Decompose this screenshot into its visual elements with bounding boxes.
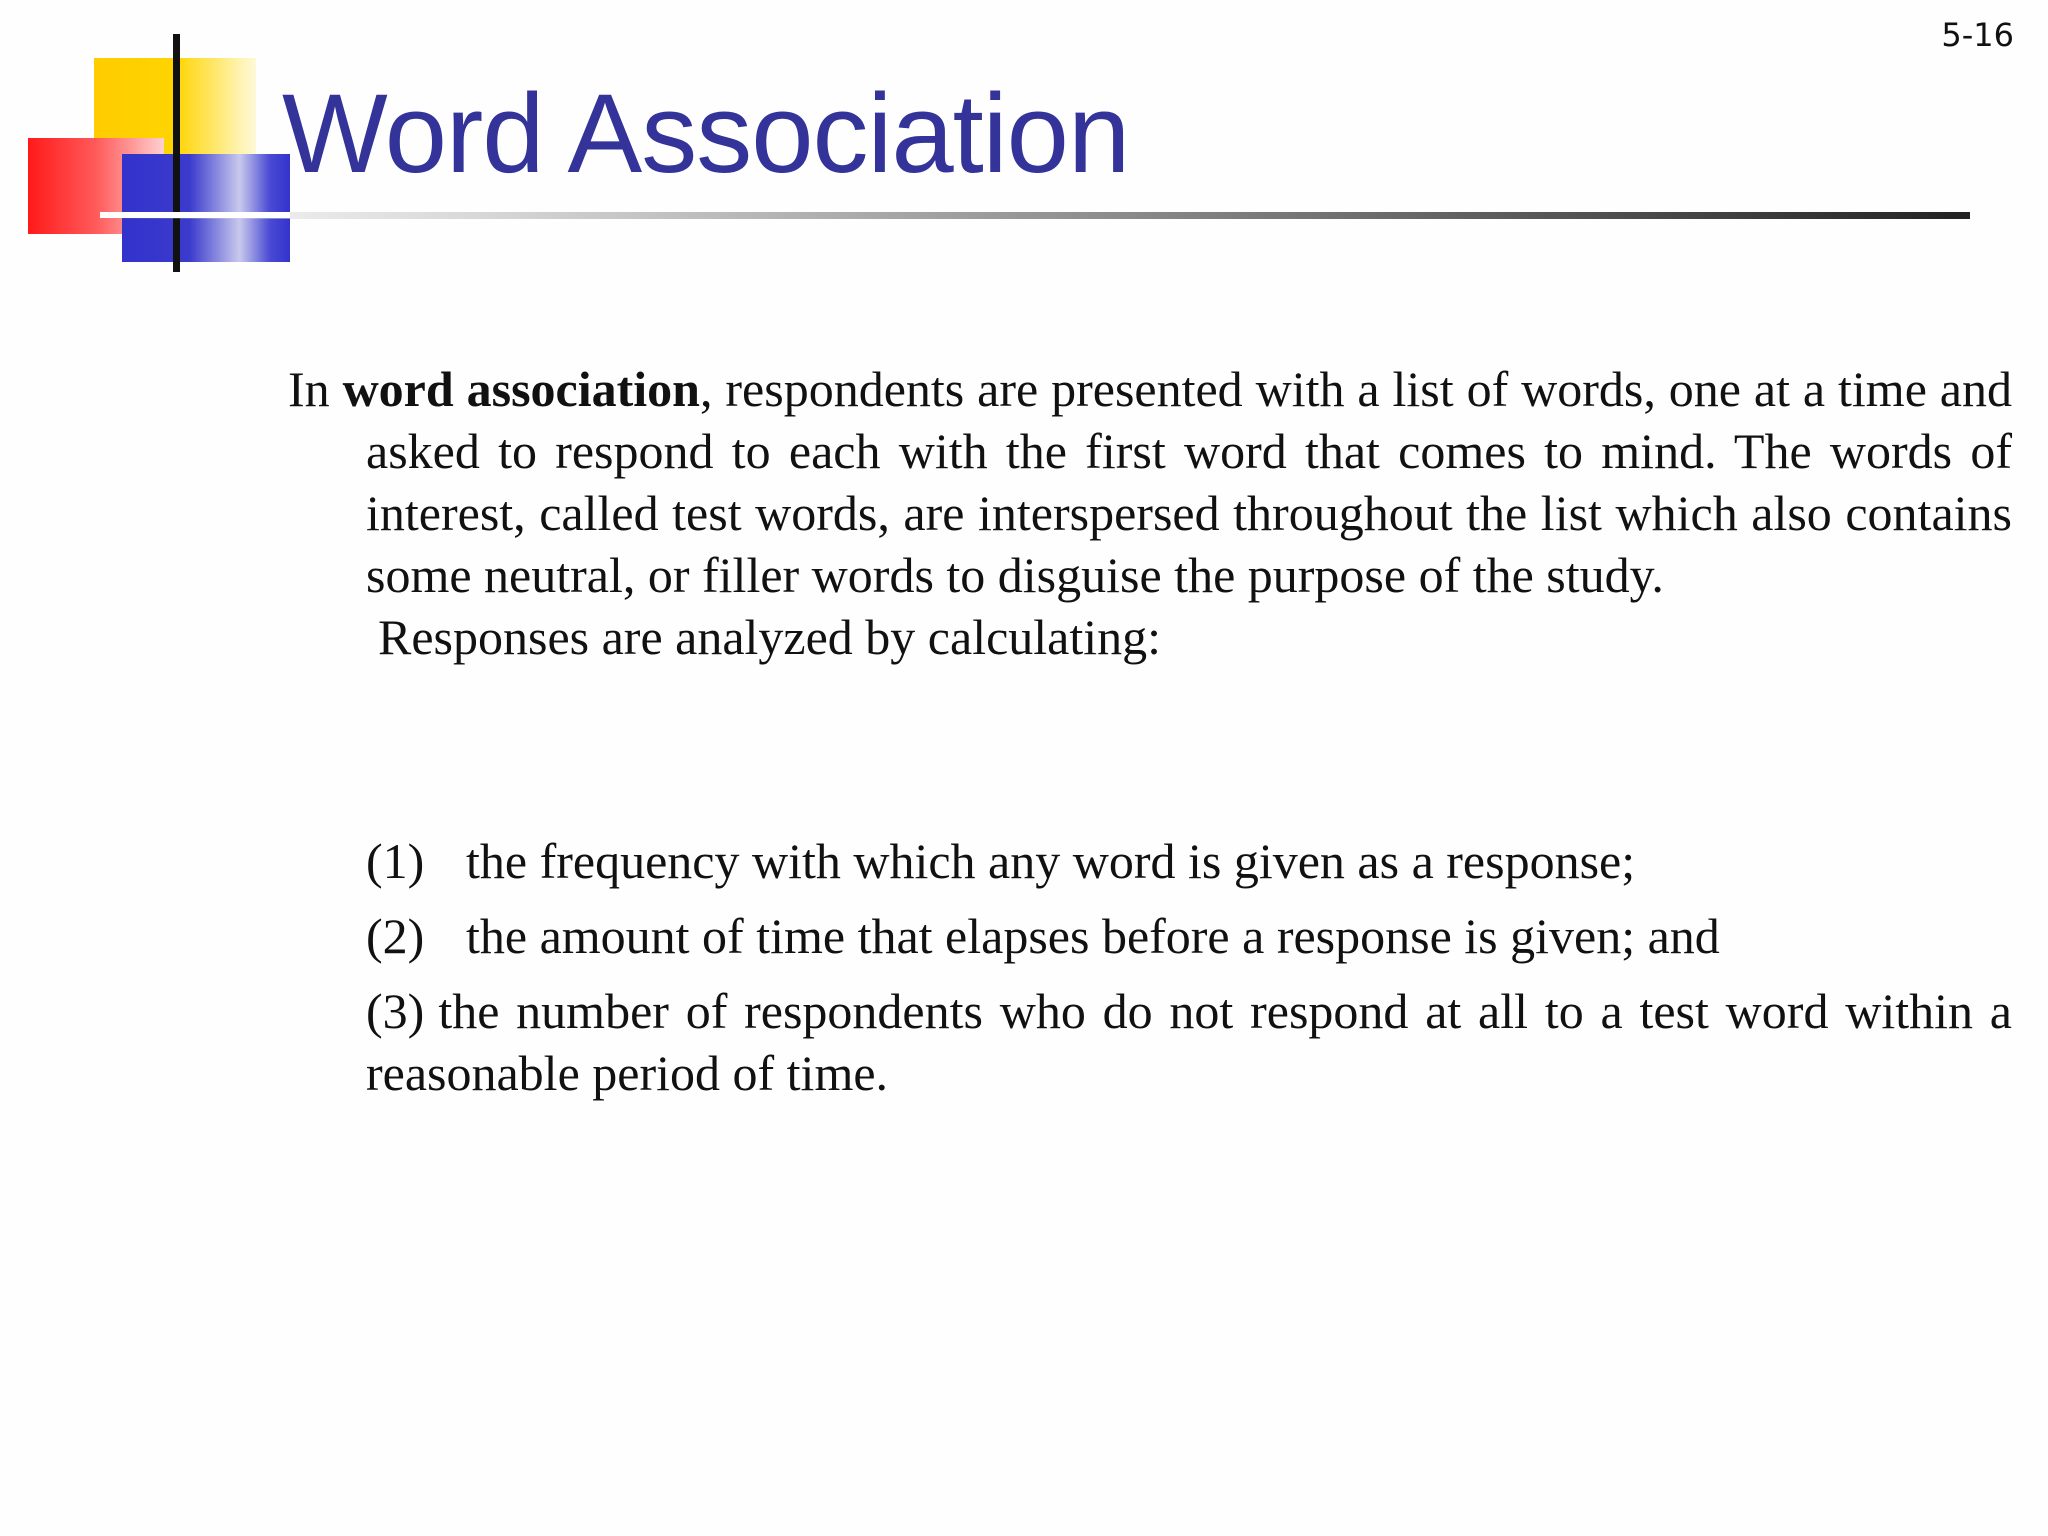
slide-title: Word Association xyxy=(282,71,1130,196)
list-item-number: (2) xyxy=(366,908,425,964)
list-item-number: (3) xyxy=(366,983,425,1039)
list-item xyxy=(366,830,2012,892)
list-item xyxy=(366,980,2012,1104)
decorative-squares-logo xyxy=(0,0,300,290)
title-underline xyxy=(100,212,1970,219)
key-term: word association xyxy=(342,361,700,417)
paragraph-intro: In xyxy=(288,361,343,417)
paragraph-text: , respondents are presented with a list of words, one at a time and asked to respond to each with the first word that comes to mind. The words of interest, called test words, are interspersed throughout the list which also contains some neutral, or filler words to disguise the purpose of the study. xyxy=(366,361,2012,603)
calculation-list xyxy=(366,830,2012,1117)
list-item-text: the amount of time that elapses before a response is given; and xyxy=(466,908,1720,964)
paragraph-last-line: Responses are analyzed by calculating: xyxy=(378,609,1162,665)
slide-number: 5-16 xyxy=(1941,16,2014,54)
list-item-text: the frequency with which any word is given as a response; xyxy=(466,833,1636,889)
list-item-text: the number of respondents who do not respond at all to a test word within a reasonable period of time. xyxy=(366,983,2012,1101)
vertical-line-decoration xyxy=(173,34,180,272)
list-item-number: (1) xyxy=(366,833,425,889)
white-line-decoration xyxy=(100,212,290,218)
body-paragraph-block xyxy=(288,358,2012,668)
list-item xyxy=(366,905,2012,967)
blue-square-decoration xyxy=(122,154,290,262)
body-paragraph xyxy=(288,358,2012,668)
